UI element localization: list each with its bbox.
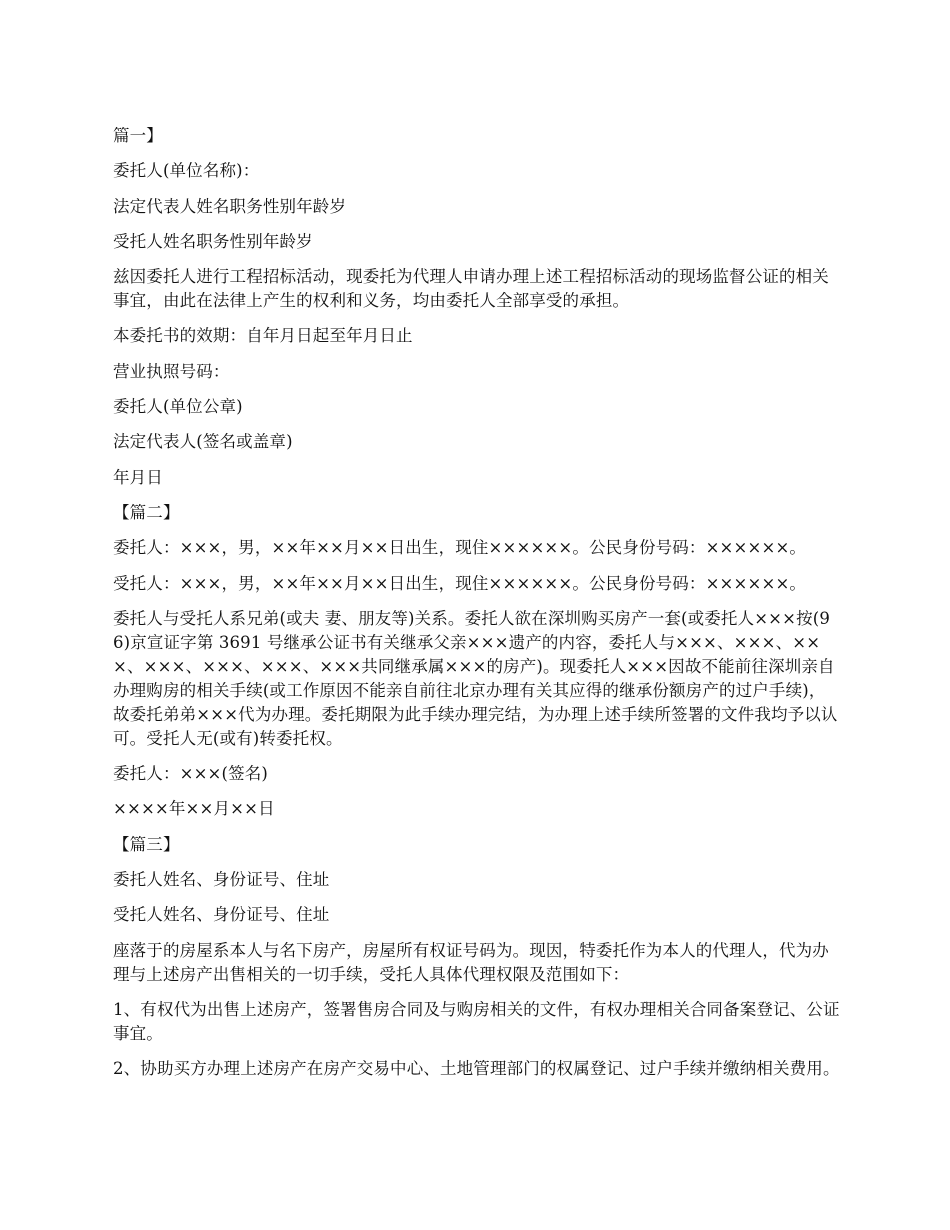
- legal-representative-info: 法定代表人姓名职务性别年龄岁: [113, 196, 347, 216]
- validity-period: 本委托书的效期：自年月日起至年月日止: [113, 326, 413, 346]
- section-heading-2: 【篇二】: [113, 502, 180, 522]
- date-line-2: ××××年××月××日: [113, 799, 275, 819]
- authority-item-1: 1、有权代为出售上述房产，签署售房合同及与购房相关的文件，有权办理相关合同备案登记、公证事宜。: [113, 999, 840, 1043]
- principal-unit-name: 委托人(单位名称)：: [113, 161, 260, 181]
- agent-info: 受托人姓名职务性别年龄岁: [113, 231, 313, 251]
- agent-details: 受托人：×××，男，××年××月××日出生，现住××××××。公民身份号码：××××××。: [113, 573, 807, 593]
- principal-id-address: 委托人姓名、身份证号、住址: [113, 870, 330, 890]
- business-license-number: 营业执照号码：: [113, 361, 230, 381]
- date-line-1: 年月日: [113, 467, 163, 487]
- principal-signature: 委托人：×××(签名): [113, 764, 269, 784]
- principal-seal: 委托人(单位公章): [113, 397, 243, 417]
- authority-item-2: 2、协助买方办理上述房产在房产交易中心、土地管理部门的权属登记、过户手续并缴纳相关费用。: [113, 1059, 840, 1079]
- principal-details: 委托人：×××，男，××年××月××日出生，现住××××××。公民身份号码：××××××。: [113, 538, 807, 558]
- authorization-body: 兹因委托人进行工程招标活动，现委托为代理人申请办理上述工程招标活动的现场监督公证的相关事宜，由此在法律上产生的权利和义务，均由委托人全部享受的承担。: [113, 267, 829, 311]
- relationship-body: 委托人与受托人系兄弟(或夫 妻、朋友等)关系。委托人欲在深圳购买房产一套(或委托人×××按(96)京宣证字第 3691 号继承公证书有关继承父亲×××遗产的内容，委托人与×××、×××、×××、×××、×××、×××、×××共同继承属×××的房产)。现委托人×××因故不能前往深圳亲自办理购房的相关手续(或工作原因不能亲自前往北京办理有关其应得的继承份额房产的过户手续)，故委托弟弟×××代为办理。委托期限为此手续办理完结，为办理上述手续所签署的文件我均予以认可。受托人无(或有)转委托权。: [113, 608, 838, 748]
- legal-representative-signature: 法定代表人(签名或盖章): [113, 432, 293, 452]
- property-description: 座落于的房屋系本人与名下房产，房屋所有权证号码为。现因，特委托作为本人的代理人，代为办理与上述房产出售相关的一切手续，受托人具体代理权限及范围如下：: [113, 940, 829, 984]
- section-heading-1: 篇一】: [113, 126, 163, 145]
- section-heading-3: 【篇三】: [113, 834, 180, 854]
- document-page: [113, 124, 840, 1093]
- agent-id-address: 受托人姓名、身份证号、住址: [113, 905, 330, 925]
